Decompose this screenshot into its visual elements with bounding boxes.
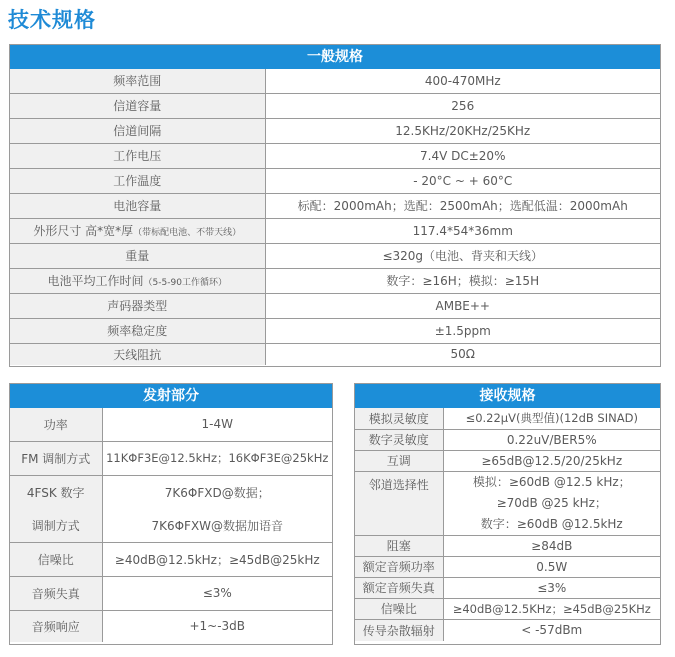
transmit-spec-table bbox=[10, 408, 332, 642]
spec-key-cell bbox=[10, 268, 265, 293]
spec-key: 传导杂散辐射 bbox=[355, 619, 443, 641]
table-row bbox=[355, 556, 660, 577]
spec-value: 1-4W bbox=[102, 408, 332, 441]
spec-value-multiline bbox=[443, 471, 660, 535]
transmit-spec-header: 发射部分 bbox=[10, 384, 332, 408]
general-spec-table bbox=[10, 69, 660, 365]
spec-key: 外形尺寸 高*宽*厚 bbox=[33, 224, 134, 238]
spec-key: 重量 bbox=[10, 243, 265, 268]
table-row bbox=[10, 168, 660, 193]
spec-value: 256 bbox=[265, 93, 660, 118]
spec-value: +1~-3dB bbox=[102, 610, 332, 642]
table-row bbox=[355, 408, 660, 429]
spec-key: 信道容量 bbox=[10, 93, 265, 118]
spec-key: 电池容量 bbox=[10, 193, 265, 218]
spec-value: ≥40dB@12.5kHz；≥45dB@25kHz bbox=[102, 542, 332, 576]
spec-value: ≥84dB bbox=[443, 535, 660, 556]
spec-value: 标配：2000mAh；选配：2500mAh；选配低温：2000mAh bbox=[265, 193, 660, 218]
spec-key: 天线阻抗 bbox=[10, 343, 265, 365]
spec-key: 功率 bbox=[10, 408, 102, 441]
table-row bbox=[10, 193, 660, 218]
table-row bbox=[355, 577, 660, 598]
table-row bbox=[10, 475, 332, 509]
spec-value: 7K6ΦFXW@数据加语音 bbox=[102, 509, 332, 542]
table-row bbox=[355, 450, 660, 471]
table-row bbox=[10, 509, 332, 542]
spec-key-note: （带标配电池、不带天线） bbox=[133, 228, 242, 238]
table-row bbox=[10, 343, 660, 365]
spec-value: 7.4V DC±20% bbox=[265, 143, 660, 168]
receive-spec-table bbox=[355, 408, 660, 641]
spec-value: 12.5KHz/20KHz/25KHz bbox=[265, 118, 660, 143]
table-row bbox=[10, 118, 660, 143]
spec-value: ≤320g（电池、背夹和天线） bbox=[265, 243, 660, 268]
table-row bbox=[10, 93, 660, 118]
spec-key: 模拟灵敏度 bbox=[355, 408, 443, 429]
spec-value: 11KΦF3E@12.5kHz；16KΦF3E@25kHz bbox=[102, 441, 332, 475]
spec-value-line: 模拟：≥60dB @12.5 kHz； bbox=[472, 474, 631, 489]
spec-value: 0.5W bbox=[443, 556, 660, 577]
table-row bbox=[355, 471, 660, 535]
spec-key: 信噪比 bbox=[10, 542, 102, 576]
table-row bbox=[10, 69, 660, 93]
spec-key: 阻塞 bbox=[355, 535, 443, 556]
spec-value: - 20°C ~ + 60°C bbox=[265, 168, 660, 193]
spec-value: ≤0.22μV(典型值)(12dB SINAD) bbox=[443, 408, 660, 429]
spec-value: 0.22uV/BER5% bbox=[443, 429, 660, 450]
page-title: 技术规格 bbox=[8, 8, 96, 32]
general-spec-panel bbox=[9, 44, 661, 367]
spec-key: 频率范围 bbox=[10, 69, 265, 93]
spec-key: 邻道选择性 bbox=[355, 471, 443, 535]
spec-value: ≥65dB@12.5/20/25kHz bbox=[443, 450, 660, 471]
table-row bbox=[10, 408, 332, 441]
spec-key: 信道间隔 bbox=[10, 118, 265, 143]
spec-value: ≥40dB@12.5KHz；≥45dB@25KHz bbox=[443, 598, 660, 619]
table-row bbox=[355, 619, 660, 641]
spec-value: 400-470MHz bbox=[265, 69, 660, 93]
spec-value-line: 数字：≥60dB @12.5kHz bbox=[480, 516, 623, 531]
spec-key: 互调 bbox=[355, 450, 443, 471]
spec-key-note: （5-5-90工作循环） bbox=[143, 278, 227, 288]
spec-key: 调制方式 bbox=[10, 509, 102, 542]
spec-key: 4FSK 数字 bbox=[10, 475, 102, 509]
transmit-spec-panel bbox=[9, 383, 333, 645]
receive-spec-panel bbox=[354, 383, 661, 645]
spec-key: 音频响应 bbox=[10, 610, 102, 642]
table-row bbox=[10, 441, 332, 475]
spec-value: 117.4*54*36mm bbox=[265, 218, 660, 243]
spec-key: 额定音频失真 bbox=[355, 577, 443, 598]
receive-spec-header: 接收规格 bbox=[355, 384, 660, 408]
spec-value: < -57dBm bbox=[443, 619, 660, 641]
table-row bbox=[10, 610, 332, 642]
table-row bbox=[355, 535, 660, 556]
table-row bbox=[10, 576, 332, 610]
spec-key: 声码器类型 bbox=[10, 293, 265, 318]
table-row bbox=[10, 293, 660, 318]
spec-key: 音频失真 bbox=[10, 576, 102, 610]
table-row bbox=[355, 429, 660, 450]
table-row bbox=[10, 318, 660, 343]
spec-value: AMBE++ bbox=[265, 293, 660, 318]
spec-key: 工作电压 bbox=[10, 143, 265, 168]
spec-key-cell bbox=[10, 218, 265, 243]
spec-value-line: ≥70dB @25 kHz； bbox=[496, 495, 607, 510]
spec-key: 额定音频功率 bbox=[355, 556, 443, 577]
spec-key: FM 调制方式 bbox=[10, 441, 102, 475]
spec-key: 频率稳定度 bbox=[10, 318, 265, 343]
table-row bbox=[10, 243, 660, 268]
spec-value: ≤3% bbox=[443, 577, 660, 598]
spec-key: 数字灵敏度 bbox=[355, 429, 443, 450]
spec-value: ±1.5ppm bbox=[265, 318, 660, 343]
spec-value: ≤3% bbox=[102, 576, 332, 610]
table-row bbox=[10, 218, 660, 243]
table-row bbox=[355, 598, 660, 619]
spec-value: 数字：≥16H；模拟：≥15H bbox=[265, 268, 660, 293]
table-row bbox=[10, 268, 660, 293]
table-row bbox=[10, 542, 332, 576]
spec-key: 工作温度 bbox=[10, 168, 265, 193]
spec-value: 7K6ΦFXD@数据； bbox=[102, 475, 332, 509]
spec-key: 信噪比 bbox=[355, 598, 443, 619]
spec-key: 电池平均工作时间 bbox=[47, 274, 144, 288]
table-row bbox=[10, 143, 660, 168]
general-spec-header: 一般规格 bbox=[10, 45, 660, 69]
spec-value: 50Ω bbox=[265, 343, 660, 365]
